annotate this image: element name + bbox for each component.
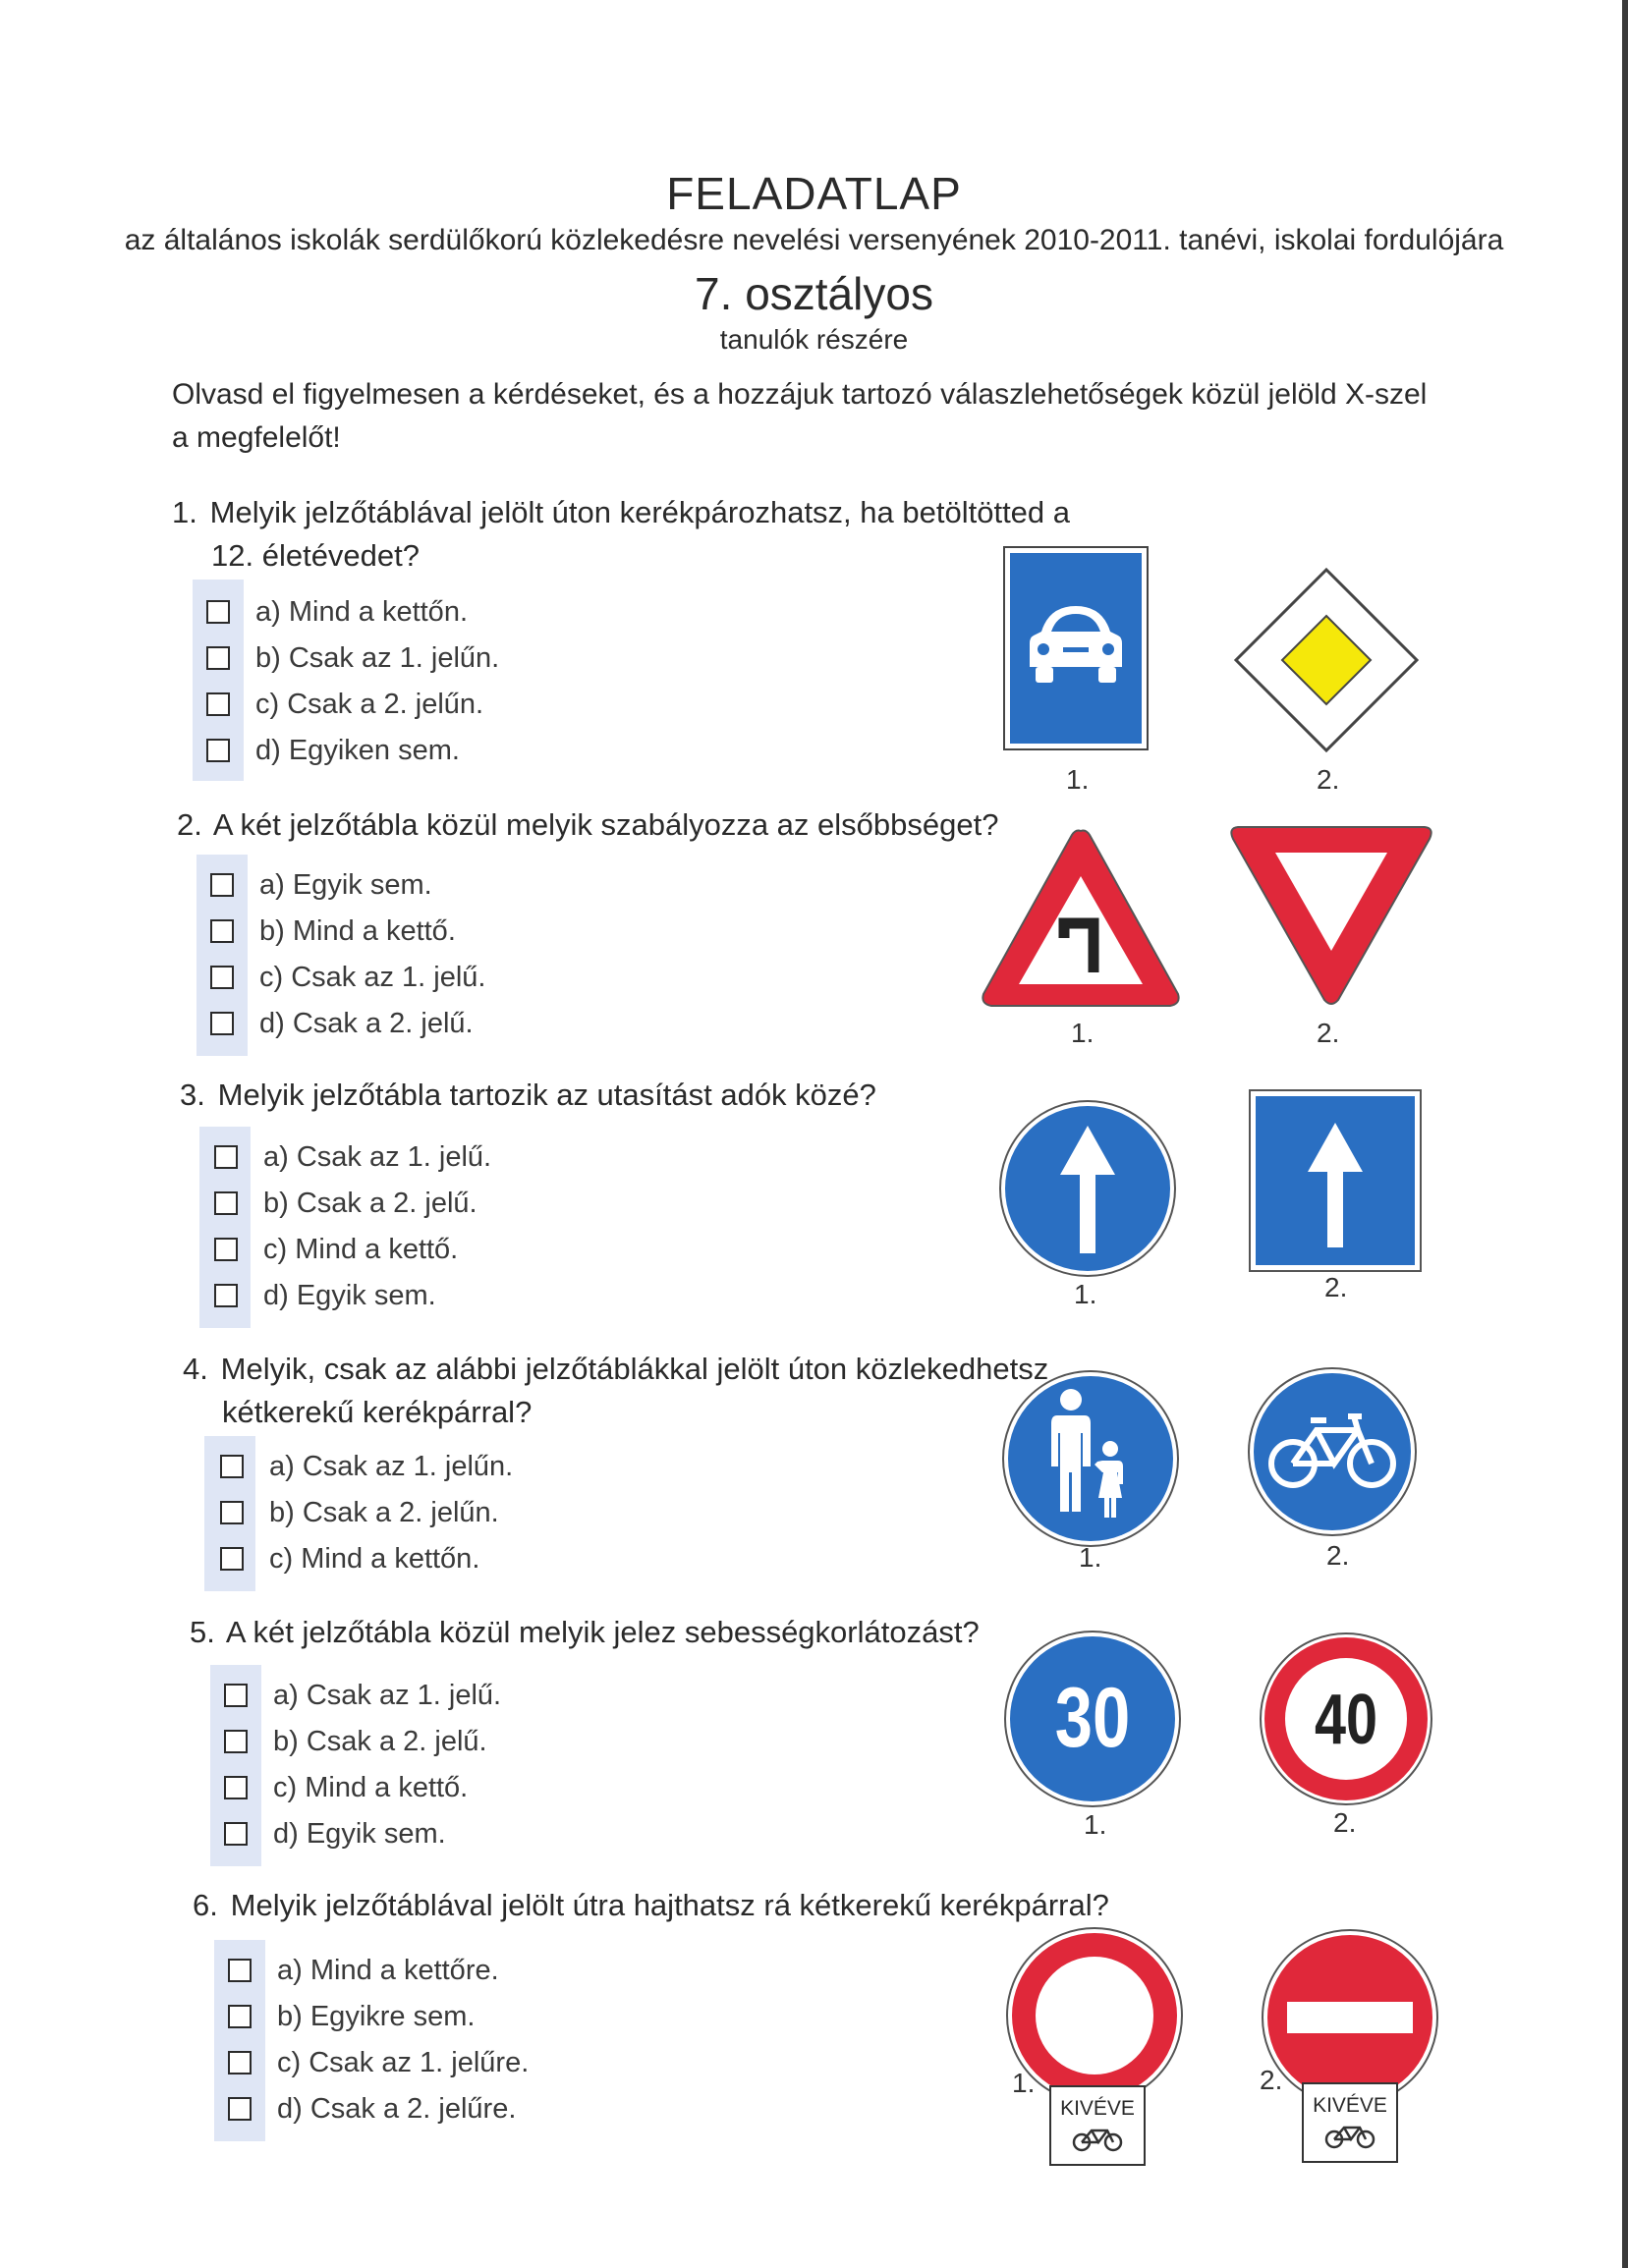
option-label: c) Csak a 2. jelűn. — [255, 688, 484, 720]
answer-checkbox[interactable] — [224, 1822, 248, 1846]
option-label: c) Mind a kettő. — [263, 1233, 459, 1265]
sign-label: 1. — [1071, 1018, 1095, 1048]
minimum-speed-sign — [1002, 1629, 1183, 1809]
speed-limit-sign — [1258, 1631, 1434, 1807]
option-row[interactable] — [214, 1181, 477, 1226]
question-1 — [172, 491, 1076, 578]
option-row[interactable] — [214, 1273, 436, 1318]
answer-checkbox[interactable] — [206, 739, 230, 762]
option-label: d) Egyik sem. — [273, 1817, 446, 1850]
option-row[interactable] — [206, 589, 468, 635]
option-row[interactable] — [224, 1811, 446, 1856]
sign-label: 1. — [1084, 1809, 1107, 1840]
option-label: a) Mind a kettőre. — [277, 1954, 499, 1986]
option-row[interactable] — [210, 1001, 474, 1046]
speed-value: 40 — [1314, 1679, 1378, 1759]
answer-checkbox[interactable] — [210, 873, 234, 897]
option-label: c) Mind a kettő. — [273, 1771, 469, 1803]
grade-heading: 7. osztályos — [695, 268, 933, 319]
question-text: Melyik jelzőtábla tartozik az utasítást adók közé? — [217, 1078, 876, 1112]
answer-checkbox[interactable] — [214, 1238, 238, 1261]
option-label: c) Csak az 1. jelű. — [259, 961, 486, 993]
priority-road-sign — [1233, 567, 1420, 753]
answer-checkbox[interactable] — [206, 692, 230, 716]
option-row[interactable] — [214, 1227, 458, 1272]
bicycle-icon — [1070, 2125, 1125, 2152]
option-label: b) Csak a 2. jelű. — [273, 1725, 487, 1757]
no-entry-sign — [1260, 1927, 1440, 2108]
option-label: d) Csak a 2. jelű. — [259, 1007, 474, 1039]
answer-checkbox[interactable] — [214, 1145, 238, 1169]
answer-checkbox[interactable] — [228, 2097, 252, 2121]
option-label: d) Csak a 2. jelűre. — [277, 2092, 517, 2125]
question-3 — [180, 1074, 1084, 1117]
option-label: d) Egyiken sem. — [255, 734, 460, 766]
give-way-sign — [1228, 823, 1434, 1010]
speed-value: 30 — [1054, 1670, 1131, 1765]
answer-checkbox[interactable] — [220, 1547, 244, 1571]
question-text: A két jelzőtábla közül melyik szabályozza az elsőbbséget? — [212, 807, 999, 842]
question-4 — [183, 1348, 1087, 1434]
answer-checkbox[interactable] — [210, 966, 234, 989]
option-row[interactable] — [224, 1719, 487, 1764]
question-number: 5. — [190, 1615, 215, 1649]
instructions: Olvasd el figyelmesen a kérdéseket, és a hozzájuk tartozó válaszlehetőségek közül jelöld X-szel a megfelelőt! — [172, 378, 1428, 454]
option-label: b) Csak az 1. jelűn. — [255, 641, 500, 674]
bicycle-icon — [1322, 2122, 1377, 2149]
answer-checkbox[interactable] — [210, 1012, 234, 1035]
answer-checkbox[interactable] — [228, 2051, 252, 2074]
answer-checkbox[interactable] — [220, 1501, 244, 1524]
option-label: c) Mind a kettőn. — [269, 1542, 480, 1575]
option-row[interactable] — [224, 1765, 468, 1810]
exception-text: KIVÉVE — [1060, 2097, 1135, 2120]
question-number: 6. — [193, 1888, 218, 1922]
sign-label: 2. — [1260, 2065, 1283, 2095]
option-label: d) Egyik sem. — [263, 1279, 436, 1311]
answer-checkbox[interactable] — [228, 1959, 252, 1982]
option-row[interactable] — [210, 955, 485, 1000]
exception-text: KIVÉVE — [1313, 2094, 1387, 2117]
sign-label: 2. — [1317, 764, 1340, 795]
option-row[interactable] — [228, 2040, 529, 2085]
option-label: a) Egyik sem. — [259, 868, 432, 901]
option-label: b) Csak a 2. jelűn. — [269, 1496, 499, 1528]
question-text-cont: 12. életévedet? — [211, 538, 421, 573]
option-label: c) Csak az 1. jelűre. — [277, 2046, 530, 2078]
option-label: a) Csak az 1. jelűn. — [269, 1450, 514, 1482]
question-2 — [177, 803, 1081, 847]
exception-plate-2 — [1302, 2082, 1398, 2163]
answer-checkbox[interactable] — [206, 600, 230, 624]
sign-label: 2. — [1326, 1540, 1350, 1571]
answer-checkbox[interactable] — [228, 2005, 252, 2028]
question-number: 2. — [177, 807, 202, 842]
option-label: a) Csak az 1. jelű. — [263, 1140, 492, 1173]
answer-checkbox[interactable] — [206, 646, 230, 670]
option-label: b) Csak a 2. jelű. — [263, 1187, 477, 1219]
option-row[interactable] — [228, 1994, 475, 2039]
sign-label: 1. — [1012, 2068, 1036, 2098]
option-row[interactable] — [206, 636, 499, 681]
answer-checkbox[interactable] — [224, 1776, 248, 1799]
option-row[interactable] — [210, 909, 456, 954]
option-row[interactable] — [210, 862, 432, 908]
mandatory-straight-sign — [997, 1098, 1178, 1279]
option-row[interactable] — [206, 728, 460, 773]
question-number: 4. — [183, 1352, 208, 1386]
option-row[interactable] — [220, 1536, 479, 1581]
question-6 — [193, 1884, 1175, 1927]
question-5 — [190, 1611, 1094, 1654]
option-row[interactable] — [220, 1444, 513, 1489]
sign-label: 2. — [1333, 1807, 1357, 1838]
question-number: 1. — [172, 495, 197, 529]
answer-checkbox[interactable] — [224, 1684, 248, 1707]
sign-label: 1. — [1066, 764, 1090, 795]
dangerous-bend-sign — [978, 825, 1184, 1012]
sign-label: 1. — [1079, 1542, 1102, 1573]
question-text: Melyik jelzőtáblával jelölt útra hajthatsz rá kétkerekű kerékpárral? — [230, 1888, 1109, 1922]
page-title: FELADATLAP — [666, 168, 962, 219]
option-row[interactable] — [224, 1673, 501, 1718]
answer-checkbox[interactable] — [224, 1730, 248, 1753]
question-number: 3. — [180, 1078, 205, 1112]
option-row[interactable] — [206, 682, 483, 727]
answer-checkbox[interactable] — [220, 1455, 244, 1478]
question-text: Melyik, csak az alábbi jelzőtáblákkal jelölt úton közlekedhetsz — [220, 1352, 1049, 1386]
option-label: b) Egyikre sem. — [277, 2000, 476, 2032]
bicycle-path-sign — [1246, 1365, 1419, 1538]
sign-label: 2. — [1324, 1272, 1348, 1302]
one-way-sign — [1248, 1088, 1423, 1273]
audience-line: tanulók részére — [719, 324, 909, 355]
sign-label: 1. — [1074, 1279, 1097, 1309]
option-label: b) Mind a kettő. — [259, 914, 456, 947]
option-row[interactable] — [220, 1490, 499, 1535]
question-text-cont: kétkerekű kerékpárral? — [222, 1395, 533, 1429]
answer-checkbox[interactable] — [214, 1284, 238, 1307]
exception-plate-1 — [1049, 2085, 1146, 2166]
pedestrian-path-sign — [1000, 1368, 1181, 1549]
option-row[interactable] — [228, 2086, 516, 2131]
sign-label: 2. — [1317, 1018, 1340, 1048]
page-subtitle: az általános iskolák serdülőkorú közlekedésre nevelési versenyének 2010-2011. tanévi, iskolai fordulójára — [124, 224, 1504, 256]
question-text: A két jelzőtábla közül melyik jelez sebességkorlátozást? — [225, 1615, 980, 1649]
option-label: a) Csak az 1. jelű. — [273, 1679, 502, 1711]
option-row[interactable] — [214, 1134, 491, 1180]
answer-checkbox[interactable] — [210, 919, 234, 943]
motorway-sign — [1002, 545, 1150, 751]
option-label: a) Mind a kettőn. — [255, 595, 468, 628]
question-text: Melyik jelzőtáblával jelölt úton kerékpározhatsz, ha betöltötted a — [209, 495, 1071, 529]
option-row[interactable] — [228, 1948, 499, 1993]
answer-checkbox[interactable] — [214, 1191, 238, 1215]
